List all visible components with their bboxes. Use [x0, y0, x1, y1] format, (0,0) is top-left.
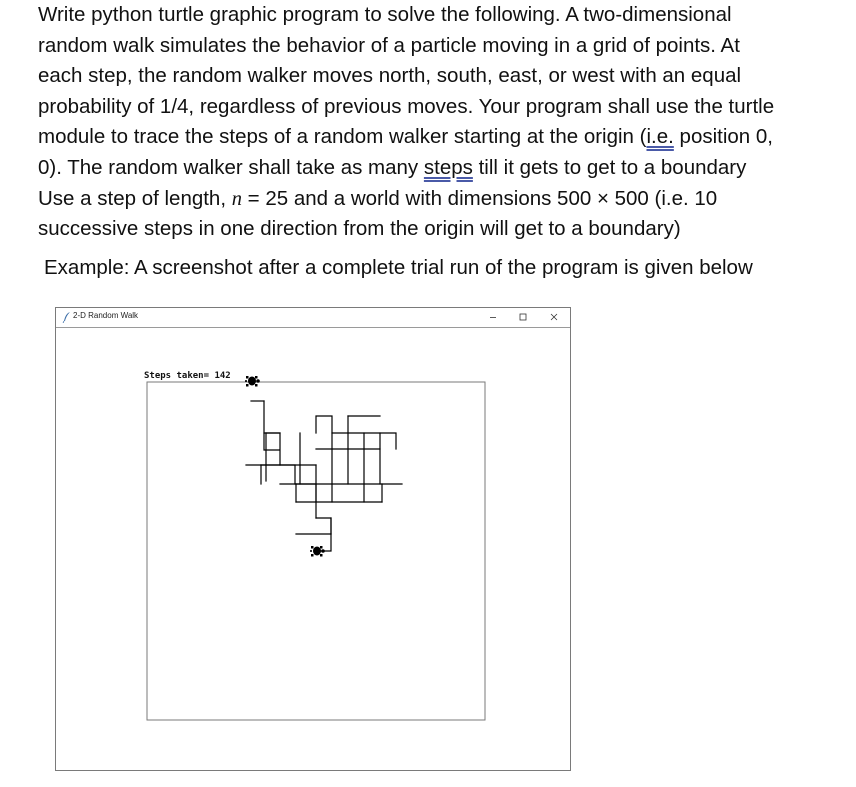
line-5-end: position 0,	[673, 125, 773, 149]
walk-path	[246, 401, 402, 551]
line-7-start: Use a step of length,	[38, 186, 232, 210]
turtle-end-icon	[245, 376, 260, 387]
question-line-2: random walk simulates the behavior of a particle moving in a grid of points. At	[38, 33, 740, 57]
line-5-start: module to trace the steps of a random walker starting at the origin (	[38, 125, 647, 149]
line-7-end: = 25 and a world with dimensions 500 × 500 (i.e. 10	[241, 186, 718, 210]
feather-icon	[62, 311, 72, 323]
example-caption: Example: A screenshot after a complete trial run of the program is given below	[44, 256, 753, 279]
maximize-icon	[520, 314, 526, 320]
close-button[interactable]	[547, 309, 561, 325]
line-6-end: till it gets to get to a boundary	[472, 155, 747, 179]
minimize-button[interactable]	[486, 309, 500, 325]
variable-n: n	[231, 187, 242, 210]
question-line-6	[38, 153, 848, 184]
steps-taken-label: Steps taken= 142	[144, 371, 231, 381]
window-titlebar[interactable]	[56, 308, 570, 327]
random-walk-drawing	[56, 328, 570, 771]
line-6-start: 0). The random walker shall take as many	[38, 155, 424, 179]
question-line-4: probability of 1/4, regardless of previous moves. Your program shall use the turtle	[38, 94, 775, 118]
turtle-canvas	[56, 327, 570, 770]
question-line-1: Write python turtle graphic program to solve the following. A two-dimensional	[38, 3, 732, 26]
steps-word: steps	[423, 155, 473, 179]
window-title: 2-D Random Walk	[73, 311, 139, 320]
turtle-start-icon	[310, 546, 325, 557]
question-line-3: each step, the random walker moves north, south, east, or west with an equal	[38, 64, 742, 88]
random-walk-window	[55, 307, 571, 771]
question-line-8: successive steps in one direction from the origin will get to a boundary)	[38, 217, 681, 241]
question-line-5	[38, 122, 848, 153]
ie-abbrev: i.e.	[646, 125, 674, 149]
maximize-button[interactable]	[516, 309, 530, 325]
question-line-7	[38, 184, 848, 215]
question-paragraph	[38, 0, 848, 245]
close-icon	[551, 314, 557, 320]
